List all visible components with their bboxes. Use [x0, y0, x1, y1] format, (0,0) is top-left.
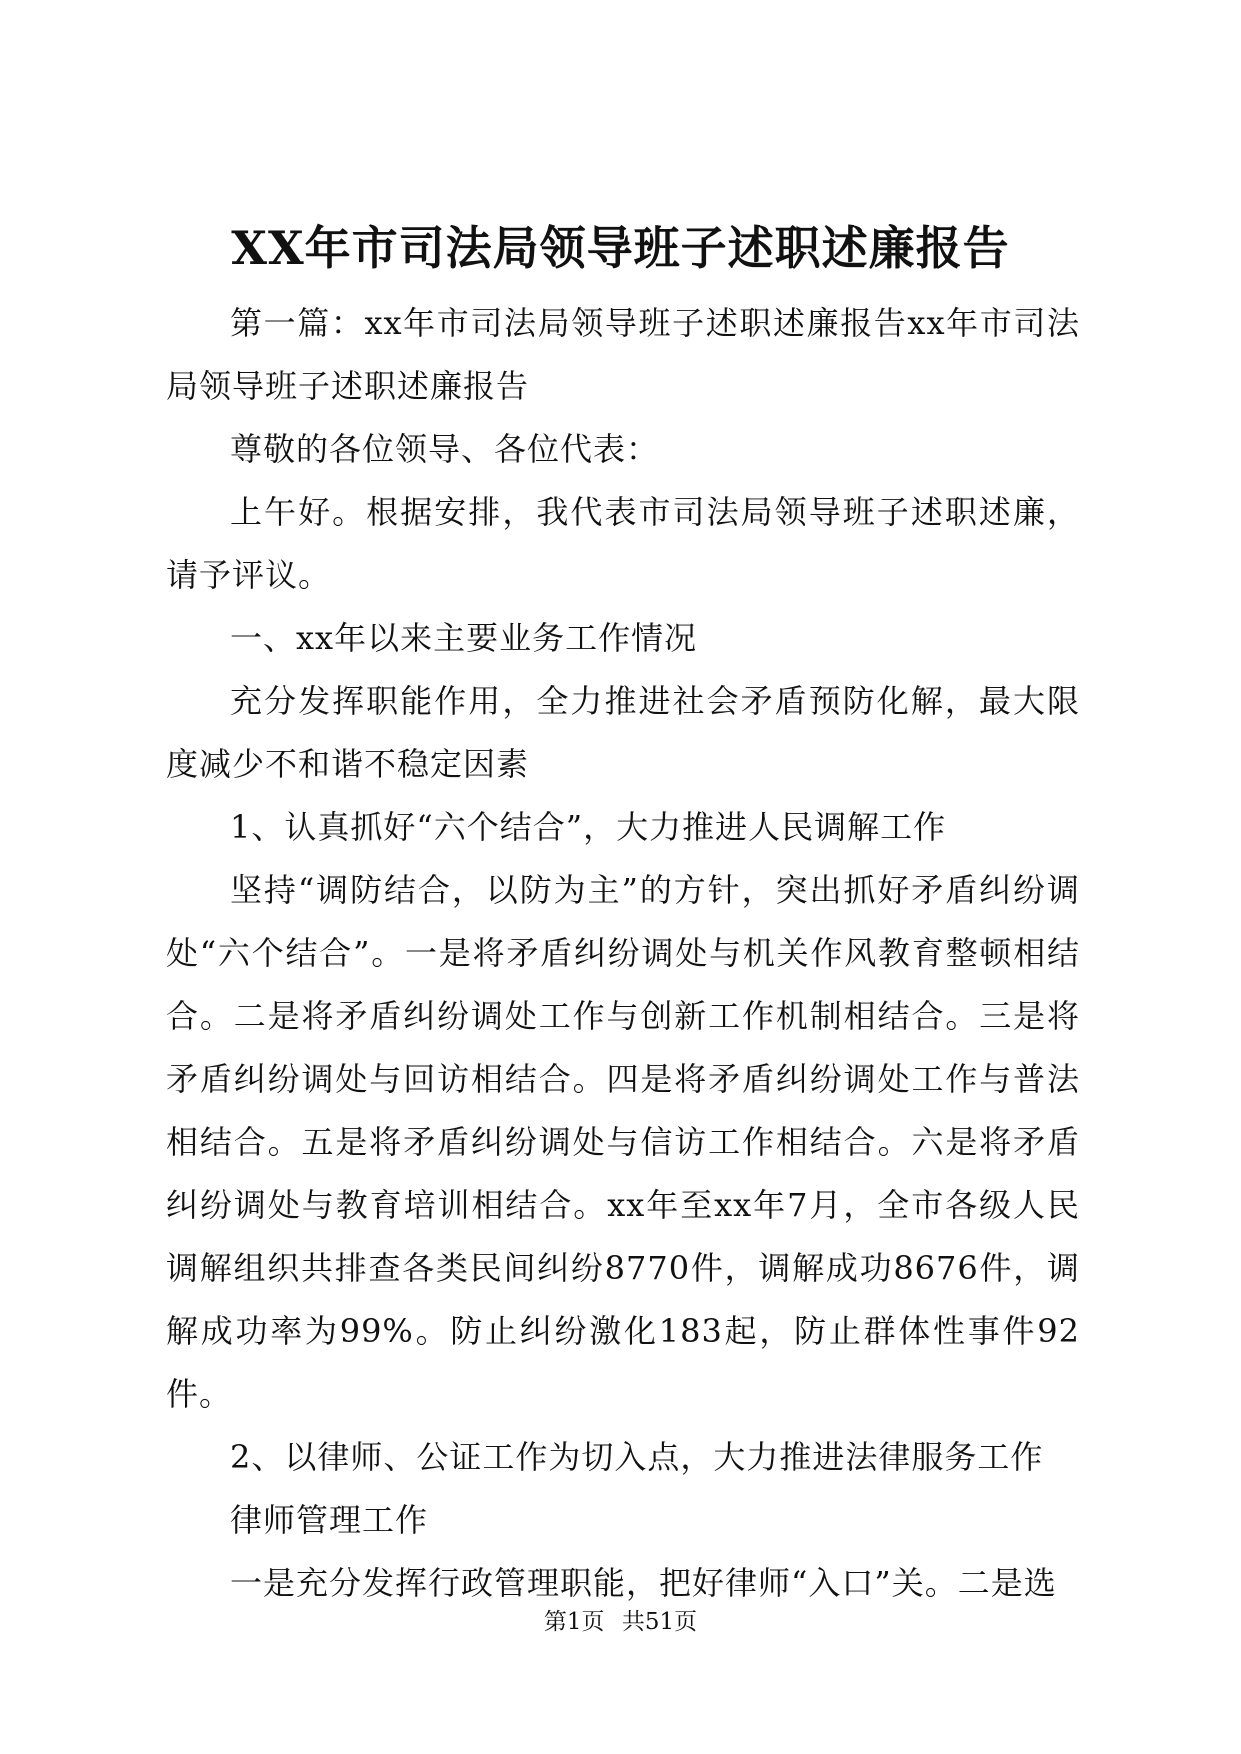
- page-total: 共51页: [621, 1609, 698, 1635]
- paragraph-greeting: 上午好。根据安排，我代表市司法局领导班子述职述廉，请予评议。: [166, 493, 1080, 594]
- page-footer: [0, 1607, 1241, 1637]
- paragraph-part-one-heading: 第一篇：xx年市司法局领导班子述职述廉报告xx年市司法局领导班子述职述廉报告: [166, 304, 1080, 405]
- paragraph-lawyer-management-body: 一是充分发挥行政管理职能，把好律师“入口”关。二是选: [230, 1564, 1057, 1602]
- paragraph-lawyer-management-heading: 律师管理工作: [230, 1501, 429, 1539]
- paragraph-item-one-body: 坚持“调防结合，以防为主”的方针，突出抓好矛盾纠纷调处“六个结合”。一是将矛盾纠纷调处与机关作风教育整顿相结合。二是将矛盾纠纷调处工作与创新工作机制相结合。三是将矛盾纠纷调处与回访相结合。四是将矛盾纠纷调处工作与普法相结合。五是将矛盾纠纷调处与信访工作相结合。六是将矛盾纠纷调处与教育培训相结合。xx年至xx年7月，全市各级人民调解组织共排查各类民间纠纷8770件，调解成功8676件，调解成功率为99%。防止纠纷激化183起，防止群体性事件92件。: [166, 871, 1080, 1413]
- paragraph-item-one-heading: 1、认真抓好“六个结合”，大力推进人民调解工作: [230, 808, 947, 846]
- document-title: XX年市司法局领导班子述职述廉报告: [231, 221, 1010, 275]
- document-body: [166, 292, 1080, 1615]
- paragraph-section-one-heading: 一、xx年以来主要业务工作情况: [230, 619, 698, 657]
- page-number: 第1页: [543, 1609, 605, 1635]
- paragraph-salutation: 尊敬的各位领导、各位代表：: [230, 430, 660, 468]
- paragraph-item-two-heading: 2、以律师、公证工作为切入点，大力推进法律服务工作: [230, 1438, 1044, 1476]
- paragraph-section-one-intro: 充分发挥职能作用，全力推进社会矛盾预防化解，最大限度减少不和谐不稳定因素: [166, 682, 1080, 783]
